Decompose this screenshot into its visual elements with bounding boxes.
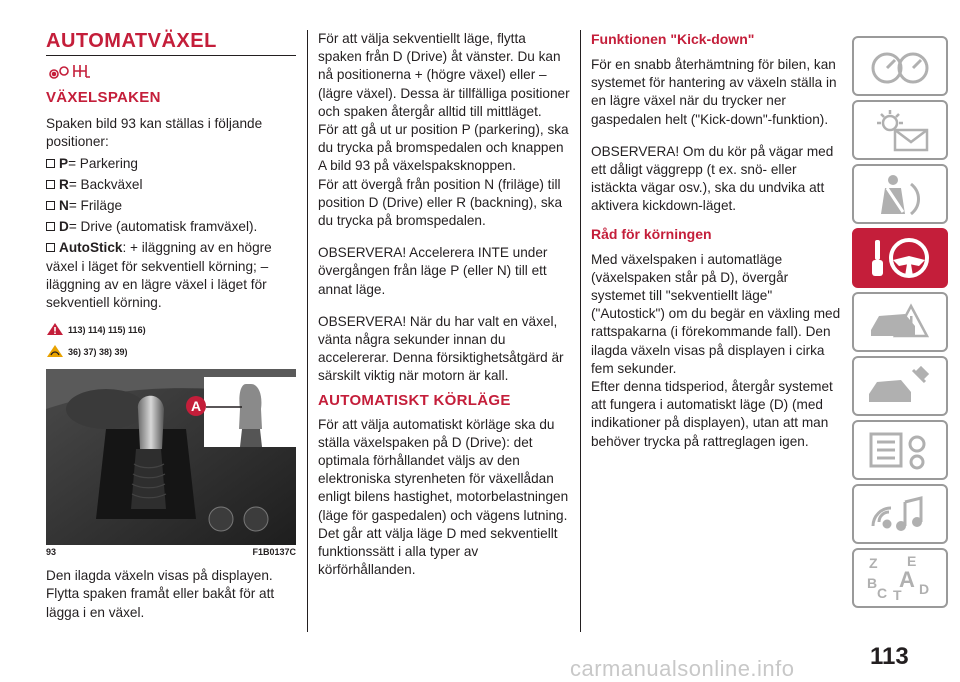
position-item: N= Friläge — [46, 195, 296, 216]
page-number: 113 — [870, 643, 909, 670]
driving-advice-text: Med växelspaken i automatläge (växelspaken står på D), övergår systemet till "sekventiellt läge" ("Autostick") om du begär en växling med rattspakarna (i förekommande fall). Den ilagda växeln visas på displayen i cirka fem sekunder. — [591, 251, 841, 376]
tab-emergency[interactable] — [852, 292, 948, 352]
tab-multimedia[interactable] — [852, 484, 948, 544]
tab-starting-driving[interactable] — [852, 228, 948, 288]
neutral-to-drive-text: För att övergå från position N (friläge) till position D (Drive) eller R (backning), ska du trycka på bromspedalen. — [318, 176, 563, 229]
warning-refs: 113) 114) 115) 116) — [46, 322, 296, 336]
kickdown-text: För en snabb återhämtning för bilen, kan systemet för hantering av växeln ställa in en lägre växel när du trycker ner gaspedalen helt ("Kick-down"-funktion). — [591, 57, 837, 127]
watermark: carmanualsonline.info — [570, 656, 795, 681]
column-2 — [318, 30, 570, 579]
column-1 — [46, 30, 296, 622]
kickdown-heading: Funktionen "Kick-down" — [591, 31, 755, 47]
alphabet-index-icon: Z E B A C T D — [867, 553, 930, 603]
caution-icon — [46, 344, 64, 358]
wrench-car-icon — [865, 364, 935, 408]
gear-lever-figure — [46, 369, 296, 545]
figure-number: 93 — [46, 547, 57, 558]
emergency-car-icon — [865, 300, 935, 344]
column-3 — [591, 30, 843, 451]
position-item: D= Drive (automatisk framväxel). — [46, 216, 296, 237]
dashboard-icon — [865, 44, 935, 88]
tab-lights-messages[interactable] — [852, 100, 948, 160]
warning-icon — [46, 322, 64, 336]
figure-caption — [46, 547, 296, 557]
tab-index[interactable] — [852, 548, 948, 608]
position-item: R= Backväxel — [46, 174, 296, 195]
position-list — [46, 153, 296, 312]
gears-icon — [865, 428, 935, 472]
section-heading-automatic: AUTOMATISKT KÖRLÄGE — [318, 391, 511, 409]
checkbox-icon — [46, 222, 55, 231]
tab-technical-data[interactable] — [852, 420, 948, 480]
title-rule — [46, 55, 296, 56]
kickdown-note: OBSERVERA! Om du kör på vägar med ett dåligt väggrepp (t ex. snö- eller istäckta vägar osv.), ska du undvika att aktivera kickdown-läget. — [591, 143, 834, 214]
note-accelerate: OBSERVERA! Accelerera INTE under övergången från läge P (eller N) till ett annat läge. — [318, 245, 548, 297]
tab-safety[interactable] — [852, 164, 948, 224]
section-heading: VÄXELSPAKEN — [46, 89, 161, 106]
steering-wheel-key-icon — [863, 234, 937, 282]
automatic-mode-text: För att välja automatiskt körläge ska du ställa växelspaken på D (Drive): det optimala förhållandet väljs av den elektroniska styrenheten för växellådan enligt bilens hastighet, motorbelastningen (läge för gaspedalen) och vägens lutning. — [318, 416, 569, 523]
column-divider — [307, 30, 308, 632]
note-wait: OBSERVERA! När du har valt en växel, vänta några sekunder innan du accelererar. Denna försiktighetsåtgärd är särskilt viktig när motorn är kall. — [318, 313, 564, 384]
chapter-tabs — [852, 36, 948, 612]
automatic-transmission-icon — [46, 61, 296, 81]
tab-maintenance[interactable] — [852, 356, 948, 416]
warning-light-icon — [865, 108, 935, 152]
caution-refs: 36) 37) 38) 39) — [46, 344, 296, 358]
after-figure-text: Den ilagda växeln visas på displayen. Flytta spaken framåt eller bakåt för att lägga i en växel. — [46, 568, 275, 620]
driving-advice-text-2: Efter denna tidsperiod, återgår systemet att fungera i automatiskt läge (D) (med indikationer på displayen), utan att man behöver trycka på rattreglagen igen. — [591, 379, 833, 449]
figure-callout-a: A — [186, 396, 206, 416]
chapter-title: AUTOMATVÄXEL — [46, 30, 217, 52]
exit-park-text: För att gå ut ur position P (parkering), ska du trycka på bromspedalen och knappen A bild 93 på växelspaksknoppen. — [318, 122, 569, 174]
intro-text: Spaken bild 93 kan ställas i följande positioner: — [46, 116, 263, 150]
seatbelt-icon — [865, 172, 935, 216]
column-divider — [580, 30, 581, 632]
position-item: P= Parkering — [46, 153, 296, 174]
figure-code: F1B0137C — [252, 547, 296, 558]
autostick-item: AutoStick: + iläggning av en högre växel i läget för sekventiell körning; – iläggning av en lägre växel i läget för sekventiell körning. — [46, 240, 272, 311]
multimedia-icon — [865, 492, 935, 536]
checkbox-icon — [46, 243, 55, 252]
checkbox-icon — [46, 180, 55, 189]
checkbox-icon — [46, 201, 55, 210]
sequential-mode-text: För att välja sekventiellt läge, flytta spaken från D (Drive) åt vänster. Du kan nå positionerna + (högre växel) eller – (lägre växel). Dessa är tillfälliga positioner och spaken återgår alltid till mittläget. — [318, 31, 570, 119]
drive-sequential-text: Det går att välja läge D med sekventiellt funktionssätt i alla typer av körförhållanden. — [318, 525, 558, 578]
tab-dashboard[interactable] — [852, 36, 948, 96]
checkbox-icon — [46, 159, 55, 168]
driving-advice-heading: Råd för körningen — [591, 225, 712, 242]
